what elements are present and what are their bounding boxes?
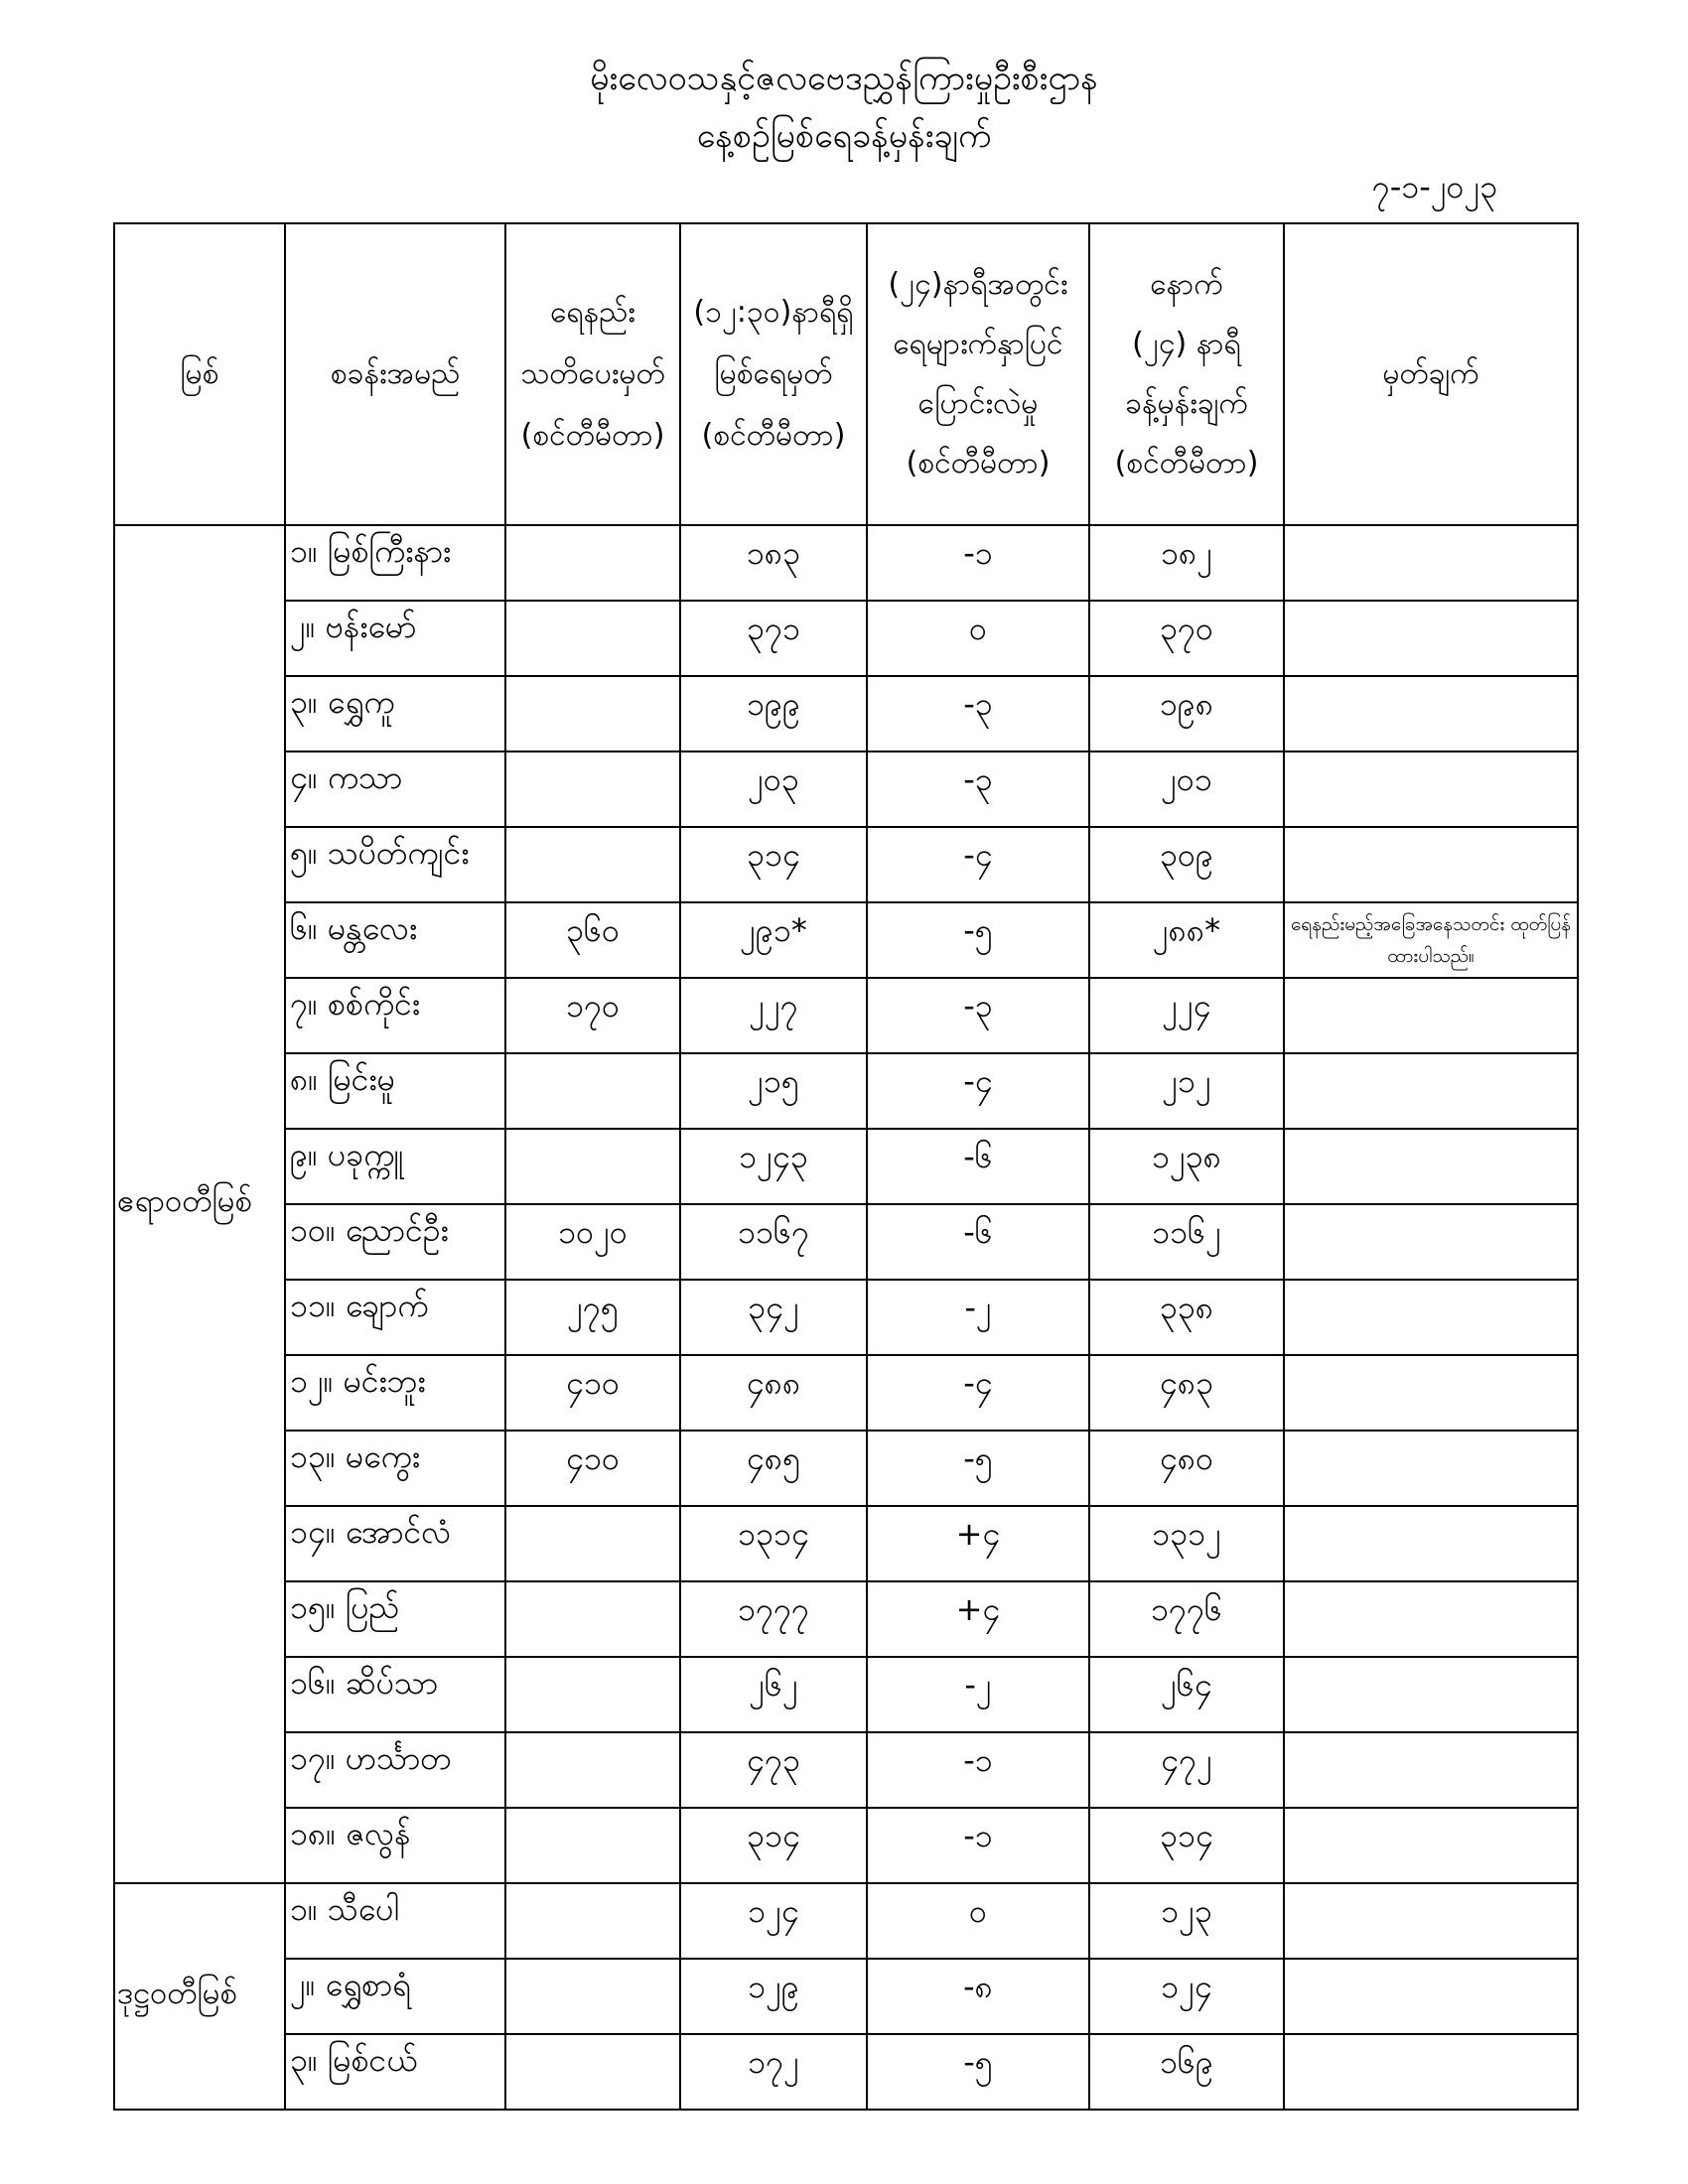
remark-cell (1284, 525, 1578, 601)
table-row (114, 1581, 1578, 1657)
remark-cell (1284, 601, 1578, 676)
forecast-cell: ၁၉၈ (1089, 676, 1284, 751)
table-row (114, 1355, 1578, 1431)
water-level-cell: ၄၈၈ (680, 1355, 867, 1431)
table-row (114, 902, 1578, 978)
water-level-cell: ၂၁၅ (680, 1053, 867, 1129)
water-level-cell: ၃၁၄ (680, 827, 867, 902)
forecast-cell: ၃၁၄ (1089, 1808, 1284, 1883)
forecast-cell: ၂၀၁ (1089, 751, 1284, 827)
remark-cell (1284, 1129, 1578, 1204)
table-row (114, 1280, 1578, 1355)
danger-level-cell (505, 751, 680, 827)
change-cell: -၁ (867, 525, 1089, 601)
river-name-cell: ဒုဋ္ဌဝတီမြစ် (114, 1883, 285, 2110)
station-cell: ၁၈။ ဇလွန် (285, 1808, 505, 1883)
table-row (114, 1657, 1578, 1732)
forecast-cell: ၁၂၄ (1089, 1959, 1284, 2034)
water-level-cell: ၁၇၇၇ (680, 1581, 867, 1657)
river-name-cell: ဧရာဝတီမြစ် (114, 525, 285, 1883)
remark-cell (1284, 2034, 1578, 2110)
change-cell: -၂ (867, 1280, 1089, 1355)
forecast-cell: ၁၈၂ (1089, 525, 1284, 601)
table-row (114, 1883, 1578, 1959)
table-row (114, 1129, 1578, 1204)
change-cell: -၄ (867, 827, 1089, 902)
station-cell: ၁၁။ ချောက် (285, 1280, 505, 1355)
danger-level-cell: ၄၁၀ (505, 1355, 680, 1431)
change-cell: -၆ (867, 1129, 1089, 1204)
station-cell: ၁၇။ ဟင်္သာတ (285, 1732, 505, 1808)
danger-level-cell: ၃၆၀ (505, 902, 680, 978)
remark-cell (1284, 1280, 1578, 1355)
danger-level-cell (505, 1808, 680, 1883)
danger-level-cell: ၁၀၂၀ (505, 1204, 680, 1280)
change-cell: ၀ (867, 1883, 1089, 1959)
remark-cell (1284, 1431, 1578, 1506)
header-remark: မှတ်ချက် (1284, 223, 1578, 525)
header-station: စခန်းအမည် (285, 223, 505, 525)
forecast-cell: ၁၁၆၂ (1089, 1204, 1284, 1280)
forecast-cell: ၁၂၃၈ (1089, 1129, 1284, 1204)
water-level-cell: ၁၂၄ (680, 1883, 867, 1959)
change-cell: -၄ (867, 1355, 1089, 1431)
forecast-cell: ၁၂၃ (1089, 1883, 1284, 1959)
danger-level-cell (505, 1883, 680, 1959)
forecast-cell: ၄၇၂ (1089, 1732, 1284, 1808)
water-level-cell: ၁၁၆၇ (680, 1204, 867, 1280)
station-cell: ၁။ မြစ်ကြီးနား (285, 525, 505, 601)
change-cell: ၀ (867, 601, 1089, 676)
change-cell: -၁ (867, 1808, 1089, 1883)
station-cell: ၁၂။ မင်းဘူး (285, 1355, 505, 1431)
water-level-cell: ၂၆၂ (680, 1657, 867, 1732)
forecast-cell: ၁၇၇၆ (1089, 1581, 1284, 1657)
station-cell: ၃။ ရွှေကူ (285, 676, 505, 751)
change-cell: -၄ (867, 1053, 1089, 1129)
danger-level-cell (505, 1959, 680, 2034)
danger-level-cell: ၂၇၅ (505, 1280, 680, 1355)
table-row (114, 1431, 1578, 1506)
change-cell: +၄ (867, 1506, 1089, 1581)
water-level-cell: ၄၇၃ (680, 1732, 867, 1808)
table-row (114, 676, 1578, 751)
station-cell: ၂။ ရွှေစာရံ (285, 1959, 505, 2034)
water-level-cell: ၁၂၄၃ (680, 1129, 867, 1204)
station-cell: ၃။ မြစ်ငယ် (285, 2034, 505, 2110)
remark-cell (1284, 1732, 1578, 1808)
forecast-cell: ၂၁၂ (1089, 1053, 1284, 1129)
water-level-cell: ၁၂၉ (680, 1959, 867, 2034)
danger-level-cell (505, 1506, 680, 1581)
danger-level-cell (505, 1129, 680, 1204)
table-row (114, 601, 1578, 676)
station-cell: ၅။ သပိတ်ကျင်း (285, 827, 505, 902)
forecast-cell: ၂၈၈* (1089, 902, 1284, 978)
header-river: မြစ် (114, 223, 285, 525)
forecast-cell: ၂၂၄ (1089, 978, 1284, 1053)
danger-level-cell (505, 2034, 680, 2110)
report-date: ၇-၁-၂၀၂၃ (1371, 168, 1498, 205)
table-row (114, 1204, 1578, 1280)
water-level-cell: ၂၀၃ (680, 751, 867, 827)
table-row (114, 525, 1578, 601)
forecast-cell: ၃၇၀ (1089, 601, 1284, 676)
station-cell: ၁၀။ ညောင်ဦး (285, 1204, 505, 1280)
remark-cell (1284, 1053, 1578, 1129)
remark-cell (1284, 1204, 1578, 1280)
remark-cell (1284, 1657, 1578, 1732)
forecast-cell: ၃၀၉ (1089, 827, 1284, 902)
change-cell: -၆ (867, 1204, 1089, 1280)
forecast-cell: ၄၈၀ (1089, 1431, 1284, 1506)
water-level-cell: ၁၇၂ (680, 2034, 867, 2110)
station-cell: ၄။ ကသာ (285, 751, 505, 827)
change-cell: -၃ (867, 978, 1089, 1053)
change-cell: -၅ (867, 902, 1089, 978)
change-cell: -၅ (867, 2034, 1089, 2110)
station-cell: ၇။ စစ်ကိုင်း (285, 978, 505, 1053)
remark-cell (1284, 676, 1578, 751)
water-level-cell: ၄၈၅ (680, 1431, 867, 1506)
forecast-cell: ၁၃၁၂ (1089, 1506, 1284, 1581)
remark-cell (1284, 1355, 1578, 1431)
page-title: မိုးလေဝသနှင့်ဇလဗေဒညွှန်ကြားမှုဦးစီးဌာန (590, 59, 1098, 98)
forecast-cell: ၂၆၄ (1089, 1657, 1284, 1732)
remark-cell (1284, 1581, 1578, 1657)
danger-level-cell: ၄၁၀ (505, 1431, 680, 1506)
change-cell: -၁ (867, 1732, 1089, 1808)
table-row (114, 978, 1578, 1053)
remark-cell (1284, 751, 1578, 827)
header-water-level: (၁၂:၃၀)နာရီရှိ မြစ်ရေမှတ် (စင်တီမီတာ) (680, 223, 867, 525)
table-header-row (114, 223, 1578, 525)
station-cell: ၆။ မန္တလေး (285, 902, 505, 978)
danger-level-cell (505, 525, 680, 601)
danger-level-cell (505, 1581, 680, 1657)
remark-cell (1284, 978, 1578, 1053)
danger-level-cell (505, 676, 680, 751)
table-row (114, 1732, 1578, 1808)
change-cell: -၃ (867, 676, 1089, 751)
water-level-cell: ၂၂၇ (680, 978, 867, 1053)
water-level-cell: ၃၁၄ (680, 1808, 867, 1883)
forecast-cell: ၁၆၉ (1089, 2034, 1284, 2110)
danger-level-cell (505, 1732, 680, 1808)
station-cell: ၂။ ဗန်းမော် (285, 601, 505, 676)
station-cell: ၁။ သီပေါ (285, 1883, 505, 1959)
station-cell: ၁၅။ ပြည် (285, 1581, 505, 1657)
danger-level-cell (505, 827, 680, 902)
page-subtitle: နေ့စဉ်မြစ်ရေခန့်မှန်းချက် (696, 116, 992, 156)
water-level-cell: ၃၇၁ (680, 601, 867, 676)
danger-level-cell: ၁၇၀ (505, 978, 680, 1053)
water-level-cell: ၁၈၃ (680, 525, 867, 601)
table-row (114, 1808, 1578, 1883)
river-forecast-table (113, 222, 1579, 2111)
remark-cell (1284, 1808, 1578, 1883)
station-cell: ၁၃။ မကွေး (285, 1431, 505, 1506)
change-cell: -၈ (867, 1959, 1089, 2034)
remark-cell (1284, 1506, 1578, 1581)
water-level-cell: ၁၉၉ (680, 676, 867, 751)
remark-cell (1284, 827, 1578, 902)
change-cell: -၅ (867, 1431, 1089, 1506)
remark-cell (1284, 1883, 1578, 1959)
change-cell: -၃ (867, 751, 1089, 827)
forecast-cell: ၄၈၃ (1089, 1355, 1284, 1431)
remark-cell (1284, 1959, 1578, 2034)
station-cell: ၁၄။ အောင်လံ (285, 1506, 505, 1581)
water-level-cell: ၂၉၁* (680, 902, 867, 978)
header-forecast: နောက် (၂၄) နာရီ ခန့်မှန်းချက် (စင်တီမီတာ) (1089, 223, 1284, 525)
danger-level-cell (505, 601, 680, 676)
danger-level-cell (505, 1053, 680, 1129)
station-cell: ၁၆။ ဆိပ်သာ (285, 1657, 505, 1732)
change-cell: -၂ (867, 1657, 1089, 1732)
table-row (114, 1053, 1578, 1129)
water-level-cell: ၁၃၁၄ (680, 1506, 867, 1581)
table-row (114, 1506, 1578, 1581)
station-cell: ၉။ ပခုက္ကူ (285, 1129, 505, 1204)
danger-level-cell (505, 1657, 680, 1732)
header-danger-level: ရေနည်း သတိပေးမှတ် (စင်တီမီတာ) (505, 223, 680, 525)
change-cell: +၄ (867, 1581, 1089, 1657)
table-row (114, 751, 1578, 827)
header-24h-change: (၂၄)နာရီအတွင်း ရေများက်နှာပြင် ပြောင်းလဲမှု (စင်တီမီတာ) (867, 223, 1089, 525)
station-cell: ၈။ မြင်းမူ (285, 1053, 505, 1129)
remark-cell: ရေနည်းမည့်အခြေအနေသတင်း ထုတ်ပြန်ထားပါသည်။ (1284, 902, 1578, 978)
water-level-cell: ၃၄၂ (680, 1280, 867, 1355)
forecast-cell: ၃၃၈ (1089, 1280, 1284, 1355)
table-row (114, 827, 1578, 902)
table-row (114, 1959, 1578, 2034)
table-row (114, 2034, 1578, 2110)
